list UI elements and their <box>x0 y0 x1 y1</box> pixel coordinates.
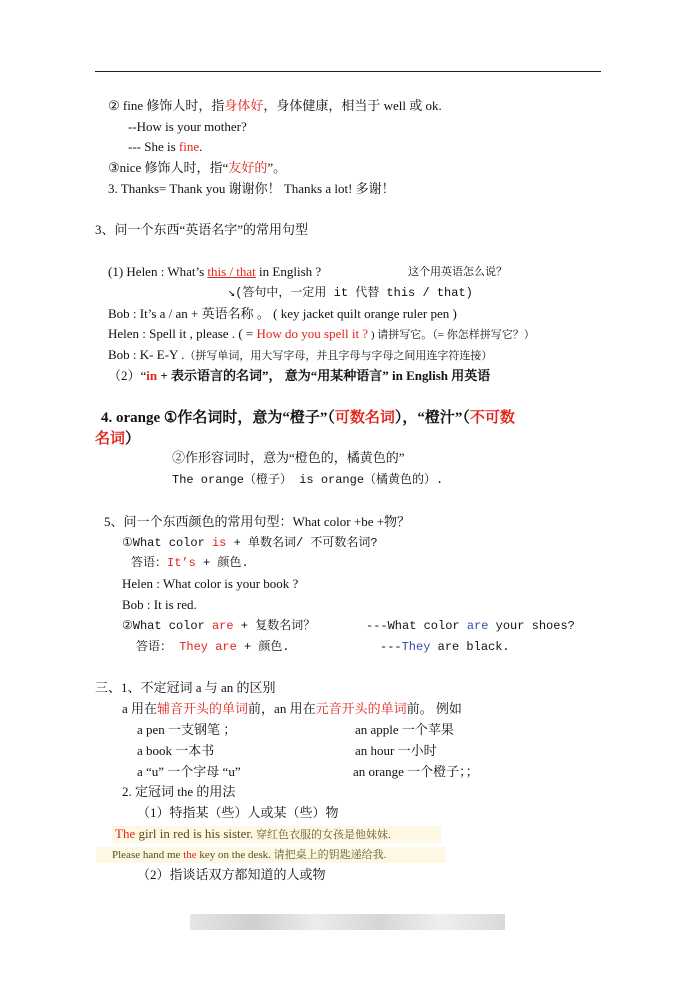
orange-heading-cont: 名词） <box>95 431 141 447</box>
bob-answer-line: Bob : It’s a / an + 英语名称 。 ( key jacket quilt orange ruler pen ) <box>108 306 457 321</box>
plural-pattern: ②What color are + 复数名词？ ---What color are your shoes? <box>122 619 575 633</box>
helen-question-line: (1) Helen : What’s this / that in English ? 这个用英语怎么说？ <box>108 264 507 279</box>
plural-answer: 答语： They are + 颜色. ---They are black. <box>136 640 510 654</box>
section-3-heading: 3、问一个东西“英语名字”的常用句型 <box>95 222 309 237</box>
example-row-1: a pen 一支钢笔 ； an apple 一个苹果 <box>137 722 454 737</box>
specific-usage-line: （1）特指某（些）人或某（些）物 <box>137 805 339 820</box>
blurred-footer <box>190 914 505 930</box>
the-example-2: Please hand me the key on the desk. 请把桌上的钥匙递给我. <box>96 847 446 863</box>
thanks-line: 3. Thanks= Thank you 谢谢你！ Thanks a lot! 多谢！ <box>108 181 395 196</box>
spell-line: Helen : Spell it , please . ( = How do you spell it ? ) 请拼写它。（= 你怎样拼写它？） <box>108 326 535 341</box>
section-5-heading: 5、问一个东西颜色的常用句型：What color +be +物？ <box>104 514 411 529</box>
answer-note: ↘(答句中，一定用 it 代替 this / that) <box>228 286 473 300</box>
bob-color-answer: Bob : It is red. <box>122 597 197 612</box>
example-row-2: a book 一本书 an hour 一小时 <box>137 743 437 758</box>
singular-answer: 答语：It’s + 颜色. <box>131 556 249 570</box>
dialog-answer: --- She is fine. <box>128 139 203 154</box>
fine-usage-line: ② fine 修饰人时，指身体好，身体健康，相当于 well 或 ok. <box>108 98 442 113</box>
a-an-rule: a 用在辅音开头的单词前，an 用在元音开头的单词前。 例如 <box>122 701 462 716</box>
definite-article-heading: 2. 定冠词 the 的用法 <box>122 784 236 799</box>
section-articles-heading: 三、1、不定冠词 a 与 an 的区别 <box>95 680 276 695</box>
in-language-line: （2）“in + 表示语言的名词”， 意为“用某种语言” in English 用英语 <box>108 368 491 383</box>
dialog-question: --How is your mother? <box>128 119 247 134</box>
singular-pattern: ①What color is + 单数名词/ 不可数名词? <box>122 536 378 550</box>
orange-adjective-line: ②作形容词时，意为“橙色的，橘黄色的” <box>172 450 405 465</box>
example-row-3: a “u” 一个字母 “u” an orange 一个橙子；； <box>137 764 479 779</box>
mutual-knowledge-line: （2）指谈话双方都知道的人或物 <box>137 867 326 882</box>
orange-example: The orange（橙子） is orange（橘黄色的）. <box>172 473 444 487</box>
helen-color-question: Helen : What color is your book ? <box>122 576 299 591</box>
nice-usage-line: ③nice 修饰人时，指“友好的”。 <box>108 160 287 175</box>
the-example-1: The girl in red is his sister. 穿红色衣服的女孩是他妹妹. <box>112 826 441 843</box>
orange-heading: 4. orange ①作名词时，意为“橙子”（可数名词），“橙汁”（不可数 <box>101 410 515 426</box>
header-rule <box>95 71 601 72</box>
bob-spell-line: Bob : K- E-Y .（拼写单词，用大写字母，并且字母与字母之间用连字符连接） <box>108 347 493 362</box>
